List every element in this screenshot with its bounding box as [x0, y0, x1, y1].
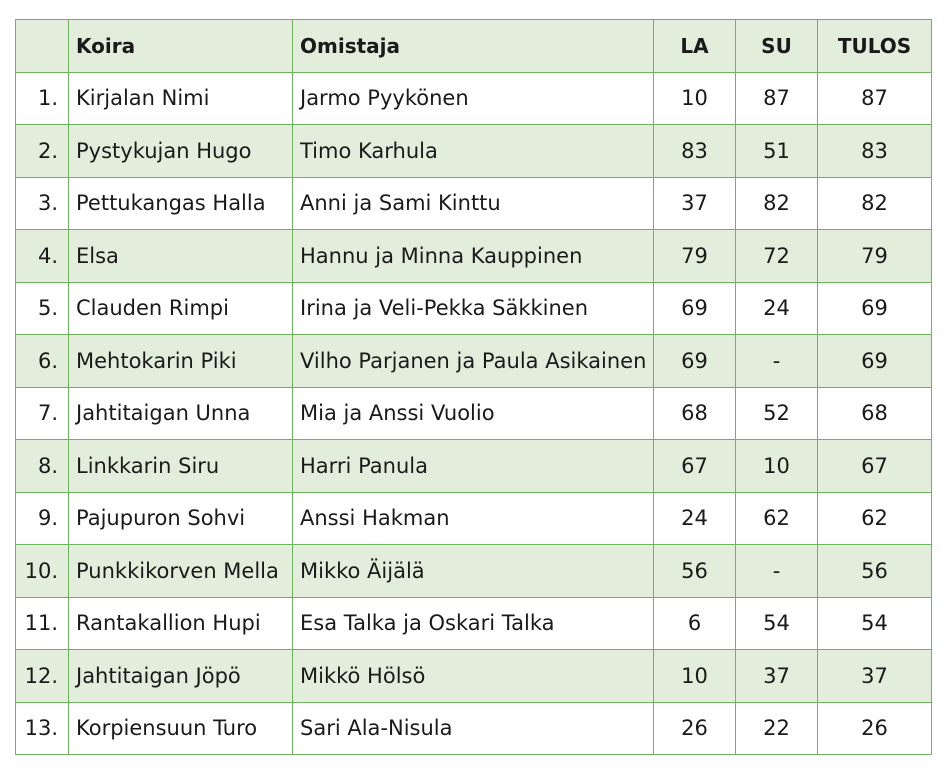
cell-la: 69 [654, 282, 736, 335]
cell-owner: Timo Karhula [293, 125, 654, 178]
cell-tulos: 83 [818, 125, 932, 178]
header-rank [16, 20, 69, 73]
cell-rank: 3. [16, 177, 69, 230]
cell-su: 37 [736, 650, 818, 703]
cell-rank: 4. [16, 230, 69, 283]
cell-rank: 10. [16, 545, 69, 598]
cell-dog: Pajupuron Sohvi [69, 492, 293, 545]
cell-la: 24 [654, 492, 736, 545]
cell-rank: 13. [16, 702, 69, 755]
cell-tulos: 69 [818, 282, 932, 335]
cell-la: 10 [654, 650, 736, 703]
cell-su: - [736, 335, 818, 388]
cell-rank: 5. [16, 282, 69, 335]
table-row [16, 282, 932, 335]
cell-owner: Esa Talka ja Oskari Talka [293, 597, 654, 650]
cell-su: 82 [736, 177, 818, 230]
cell-owner: Vilho Parjanen ja Paula Asikainen [293, 335, 654, 388]
cell-su: 24 [736, 282, 818, 335]
cell-tulos: 69 [818, 335, 932, 388]
cell-owner: Harri Panula [293, 440, 654, 493]
cell-su: 22 [736, 702, 818, 755]
cell-la: 69 [654, 335, 736, 388]
cell-la: 67 [654, 440, 736, 493]
header-su: SU [736, 20, 818, 73]
cell-dog: Pettukangas Halla [69, 177, 293, 230]
cell-la: 6 [654, 597, 736, 650]
table-row [16, 177, 932, 230]
cell-dog: Linkkarin Siru [69, 440, 293, 493]
cell-la: 68 [654, 387, 736, 440]
cell-su: 52 [736, 387, 818, 440]
table-row [16, 125, 932, 178]
table-row [16, 387, 932, 440]
header-row [16, 20, 932, 73]
cell-tulos: 79 [818, 230, 932, 283]
cell-tulos: 56 [818, 545, 932, 598]
cell-tulos: 62 [818, 492, 932, 545]
cell-rank: 7. [16, 387, 69, 440]
cell-dog: Mehtokarin Piki [69, 335, 293, 388]
cell-dog: Jahtitaigan Jöpö [69, 650, 293, 703]
cell-tulos: 37 [818, 650, 932, 703]
cell-owner: Mikkö Hölsö [293, 650, 654, 703]
cell-su: 10 [736, 440, 818, 493]
cell-owner: Anssi Hakman [293, 492, 654, 545]
cell-tulos: 82 [818, 177, 932, 230]
cell-la: 79 [654, 230, 736, 283]
header-tulos: TULOS [818, 20, 932, 73]
cell-tulos: 68 [818, 387, 932, 440]
table-row [16, 597, 932, 650]
cell-tulos: 87 [818, 72, 932, 125]
cell-la: 56 [654, 545, 736, 598]
cell-su: 72 [736, 230, 818, 283]
cell-dog: Punkkikorven Mella [69, 545, 293, 598]
table-row [16, 335, 932, 388]
table-row [16, 440, 932, 493]
cell-dog: Jahtitaigan Unna [69, 387, 293, 440]
cell-dog: Korpiensuun Turo [69, 702, 293, 755]
cell-la: 37 [654, 177, 736, 230]
cell-dog: Kirjalan Nimi [69, 72, 293, 125]
cell-rank: 2. [16, 125, 69, 178]
cell-su: 51 [736, 125, 818, 178]
cell-su: 62 [736, 492, 818, 545]
cell-owner: Anni ja Sami Kinttu [293, 177, 654, 230]
cell-tulos: 54 [818, 597, 932, 650]
cell-owner: Jarmo Pyykönen [293, 72, 654, 125]
cell-rank: 11. [16, 597, 69, 650]
cell-rank: 9. [16, 492, 69, 545]
cell-rank: 8. [16, 440, 69, 493]
table-row [16, 545, 932, 598]
results-table [15, 19, 932, 755]
table-row [16, 492, 932, 545]
cell-dog: Clauden Rimpi [69, 282, 293, 335]
header-owner: Omistaja [293, 20, 654, 73]
cell-dog: Elsa [69, 230, 293, 283]
header-la: LA [654, 20, 736, 73]
cell-dog: Pystykujan Hugo [69, 125, 293, 178]
cell-rank: 1. [16, 72, 69, 125]
header-dog: Koira [69, 20, 293, 73]
table-row [16, 650, 932, 703]
table-row [16, 702, 932, 755]
cell-la: 26 [654, 702, 736, 755]
cell-tulos: 67 [818, 440, 932, 493]
cell-rank: 6. [16, 335, 69, 388]
cell-tulos: 26 [818, 702, 932, 755]
cell-la: 83 [654, 125, 736, 178]
cell-su: - [736, 545, 818, 598]
cell-dog: Rantakallion Hupi [69, 597, 293, 650]
cell-owner: Irina ja Veli-Pekka Säkkinen [293, 282, 654, 335]
table-row [16, 230, 932, 283]
cell-owner: Hannu ja Minna Kauppinen [293, 230, 654, 283]
cell-la: 10 [654, 72, 736, 125]
cell-owner: Sari Ala-Nisula [293, 702, 654, 755]
cell-owner: Mikko Äijälä [293, 545, 654, 598]
table-row [16, 72, 932, 125]
cell-rank: 12. [16, 650, 69, 703]
cell-su: 54 [736, 597, 818, 650]
cell-su: 87 [736, 72, 818, 125]
cell-owner: Mia ja Anssi Vuolio [293, 387, 654, 440]
